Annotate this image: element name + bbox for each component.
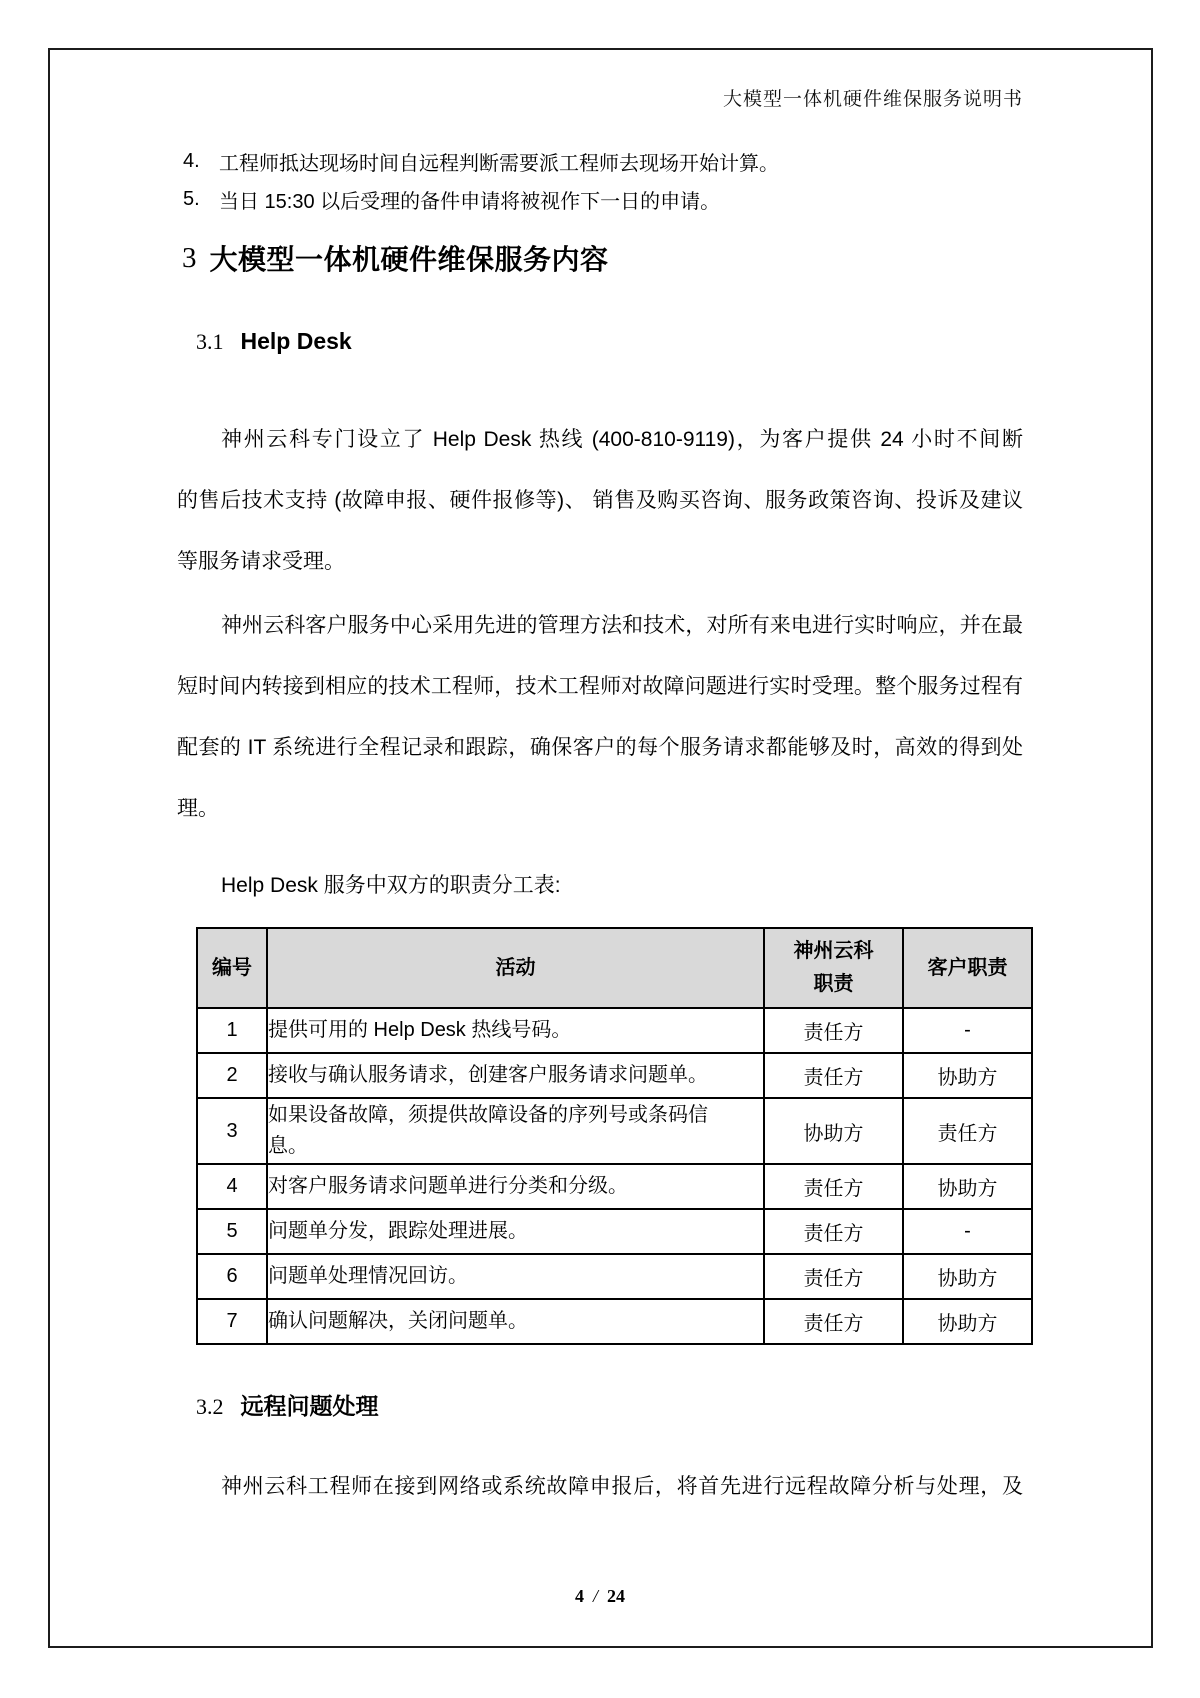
activity-line: 接收与确认服务请求，创建客户服务请求问题单。 <box>268 1064 708 1086</box>
page-number-current: 4 <box>574 1586 584 1606</box>
list-item-text: 当日 15:30 以后受理的备件申请将被视作下一日的申请。 <box>219 190 721 213</box>
table-caption-text: Help Desk 服务中双方的职责分工表: <box>221 874 561 897</box>
activity-line: 如果设备故障，须提供故障设备的序列号或条码信 <box>268 1104 708 1126</box>
paragraph-line: 神州云科工程师在接到网络或系统故障申报后，将首先进行远程故障分析与处理，及 <box>221 1475 1023 1498</box>
subsection-number: 3.1 <box>196 329 224 354</box>
cell-number: 6 <box>197 1254 267 1299</box>
activity-line: 问题单分发，跟踪处理进展。 <box>268 1220 528 1242</box>
cell-activity <box>267 1008 764 1053</box>
cell-shenzhou-duty: 责任方 <box>764 1254 903 1299</box>
cell-customer-duty: 协助方 <box>903 1053 1032 1098</box>
cell-shenzhou-duty: 协助方 <box>764 1098 903 1164</box>
activity-line: 提供可用的 Help Desk 热线号码。 <box>268 1019 572 1041</box>
cell-shenzhou-duty: 责任方 <box>764 1053 903 1098</box>
cell-number: 1 <box>197 1008 267 1053</box>
section-number: 3 <box>182 241 197 274</box>
header-cell-customer-duty: 客户职责 <box>903 928 1032 1008</box>
header-cell-number: 编号 <box>197 928 267 1008</box>
subsection-title: 远程问题处理 <box>240 1393 379 1419</box>
cell-activity <box>267 1098 764 1164</box>
table-row <box>197 1254 1032 1299</box>
page-number <box>177 1586 1023 1607</box>
section-heading-3 <box>182 238 609 278</box>
list-item <box>183 142 1023 180</box>
list-item <box>183 180 1023 218</box>
subsection-number: 3.2 <box>196 1394 224 1419</box>
cell-number: 5 <box>197 1209 267 1254</box>
cell-number: 3 <box>197 1098 267 1164</box>
cell-shenzhou-duty: 责任方 <box>764 1164 903 1209</box>
table-row <box>197 1098 1032 1164</box>
table-row <box>197 1008 1032 1053</box>
table-header-row <box>197 928 1032 1008</box>
cell-activity <box>267 1299 764 1344</box>
table-caption <box>177 866 1023 906</box>
subsection-heading-3-2 <box>196 1388 379 1421</box>
paragraph-line: 等服务请求受理。 <box>177 550 345 573</box>
cell-customer-duty: 协助方 <box>903 1254 1032 1299</box>
paragraph-service-center <box>177 595 1023 839</box>
header-line: 神州云科 <box>793 940 874 962</box>
list-item-text: 工程师抵达现场时间自远程判断需要派工程师去现场开始计算。 <box>219 152 779 175</box>
numbered-list <box>183 142 1023 218</box>
table-row <box>197 1209 1032 1254</box>
cell-shenzhou-duty: 责任方 <box>764 1299 903 1344</box>
cell-activity <box>267 1053 764 1098</box>
paragraph-line: 神州云科客户服务中心采用先进的管理方法和技术，对所有来电进行实时响应，并在最 <box>221 614 1023 637</box>
cell-number: 4 <box>197 1164 267 1209</box>
cell-customer-duty: - <box>903 1209 1032 1254</box>
cell-activity <box>267 1164 764 1209</box>
responsibility-table <box>196 927 1033 1345</box>
table-row <box>197 1299 1032 1344</box>
paragraph-line: 理。 <box>177 797 219 820</box>
subsection-heading-3-1 <box>196 328 352 355</box>
cell-customer-duty: 协助方 <box>903 1164 1032 1209</box>
header-cell-shenzhou-duty <box>764 928 903 1008</box>
cell-number: 2 <box>197 1053 267 1098</box>
header-cell-activity: 活动 <box>267 928 764 1008</box>
page-number-separator: / <box>592 1586 598 1606</box>
paragraph-line: 短时间内转接到相应的技术工程师，技术工程师对故障问题进行实时受理。整个服务过程有 <box>177 675 1023 698</box>
activity-line: 息。 <box>268 1135 308 1157</box>
paragraph-line: 配套的 IT 系统进行全程记录和跟踪，确保客户的每个服务请求都能够及时，高效的得到处 <box>177 736 1023 759</box>
section-title: 大模型一体机硬件维保服务内容 <box>209 244 609 275</box>
paragraph-helpdesk-intro <box>177 409 1023 592</box>
cell-customer-duty: 协助方 <box>903 1299 1032 1344</box>
list-item-number: 4. <box>183 149 200 172</box>
cell-activity <box>267 1209 764 1254</box>
list-item-number: 5. <box>183 187 200 210</box>
page-number-total: 24 <box>607 1586 625 1606</box>
paragraph-line: 的售后技术支持 (故障申报、硬件报修等)、 销售及购买咨询、服务政策咨询、投诉及建议 <box>177 489 1023 512</box>
activity-line: 对客户服务请求问题单进行分类和分级。 <box>268 1175 628 1197</box>
table-row <box>197 1164 1032 1209</box>
cell-number: 7 <box>197 1299 267 1344</box>
cell-customer-duty: 责任方 <box>903 1098 1032 1164</box>
cell-shenzhou-duty: 责任方 <box>764 1008 903 1053</box>
paragraph-line: 神州云科专门设立了 Help Desk 热线 (400-810-9119)，为客户提供 24 小时不间断 <box>221 428 1023 451</box>
cell-customer-duty: - <box>903 1008 1032 1053</box>
activity-line: 确认问题解决，关闭问题单。 <box>268 1310 528 1332</box>
cell-shenzhou-duty: 责任方 <box>764 1209 903 1254</box>
cell-activity <box>267 1254 764 1299</box>
subsection-title: Help Desk <box>240 328 352 354</box>
table-row <box>197 1053 1032 1098</box>
header-line: 职责 <box>813 973 854 995</box>
running-header-title: 大模型一体机硬件维保服务说明书 <box>722 89 1023 110</box>
activity-line: 问题单处理情况回访。 <box>268 1265 468 1287</box>
paragraph-remote-handling <box>177 1456 1023 1517</box>
